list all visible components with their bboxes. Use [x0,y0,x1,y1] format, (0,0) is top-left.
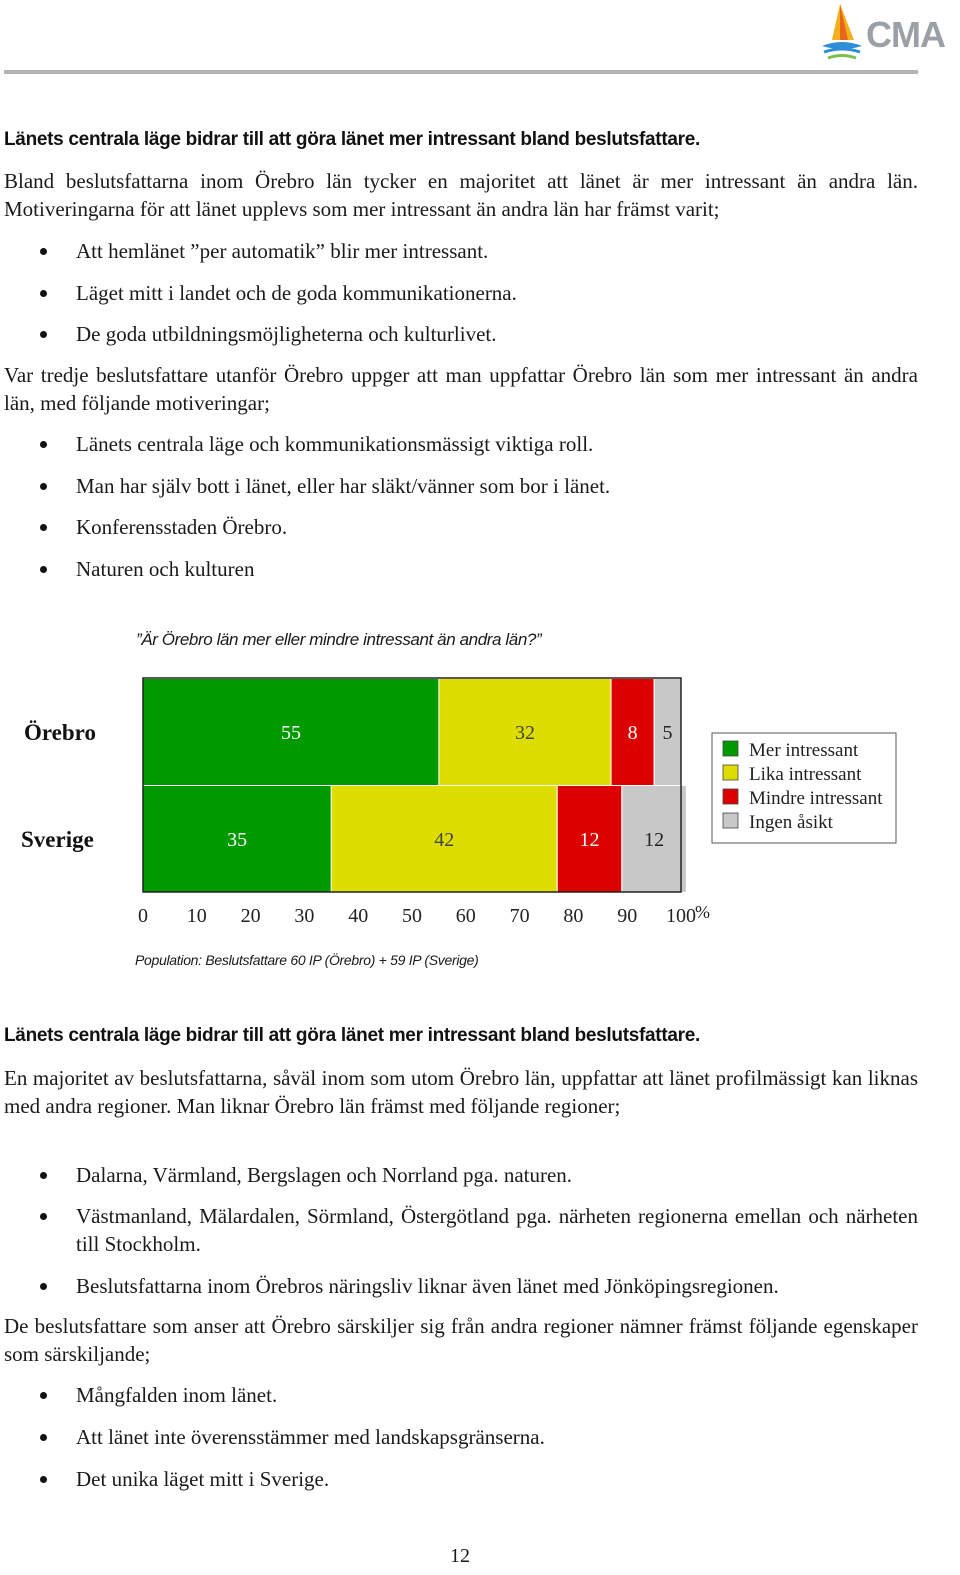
section-heading: Länets centrala läge bidrar till att göra länet mer intressant bland beslutsfattare. [4,1025,700,1046]
legend-label: Mindre intressant [749,788,883,809]
legend-label: Ingen åsikt [749,812,833,833]
paragraph: En majoritet av beslutsfattarna, såväl inom som utom Örebro län, uppfattar att länet profilmässigt kan liknas med andra regioner. Man liknar Örebro län främst med följande regioner; [4,1066,918,1118]
page-number: 12 [450,1545,470,1567]
paragraph: Bland beslutsfattarna inom Örebro län tycker en majoritet att länet är mer intressant än andra län. Motiveringarna för att länet upplevs som mer intressant än andra län har främst varit; [4,169,918,221]
x-tick-label: 50 [402,905,422,927]
bullet-icon [40,1476,47,1483]
x-tick-label: 60 [455,905,476,927]
bullet-icon [40,483,47,490]
sailboat-icon [818,0,866,62]
bullet-icon [40,1392,47,1399]
legend-label: Mer intressant [749,740,859,761]
section-heading: Länets centrala läge bidrar till att göra länet mer intressant bland beslutsfattare. [4,129,700,150]
x-unit-label: % [695,902,710,922]
stacked-bar-chart [0,660,960,980]
legend-swatch [723,789,738,804]
x-tick-label: 30 [294,905,315,927]
x-tick-label: 20 [240,905,261,927]
data-label: 32 [514,722,535,744]
bullet-icon [40,1213,47,1220]
data-label: 8 [627,722,638,744]
bullet-icon [40,566,47,573]
chart-population-note: Population: Beslutsfattare 60 IP (Örebro) + 59 IP (Sverige) [135,952,479,968]
legend-swatch [723,765,738,780]
bullet-icon [40,331,47,338]
x-tick-label: 90 [617,905,638,927]
bullet-icon [40,248,47,255]
bullet-icon [40,524,47,531]
bullet-icon [40,1283,47,1290]
cma-logo [818,0,958,66]
x-tick-label: 40 [348,905,369,927]
bullet-icon [40,1172,47,1179]
bullet-icon [40,290,47,297]
x-tick-label: 0 [138,905,148,927]
data-label: 35 [227,829,248,851]
header-rule [4,70,918,74]
x-tick-label: 10 [186,905,207,927]
data-label: 5 [662,722,673,744]
legend-swatch [723,741,738,756]
legend-label: Lika intressant [749,764,862,785]
bullet-icon [40,441,47,448]
x-tick-label: 70 [509,905,530,927]
data-label: 12 [579,829,600,851]
x-tick-label: 80 [563,905,584,927]
x-tick-label: 100 [666,905,696,927]
category-label: Sverige [21,827,94,852]
data-label: 42 [434,829,455,851]
chart-question: ”Är Örebro län mer eller mindre intressant än andra län?” [136,630,542,649]
category-label: Örebro [24,720,96,745]
data-label: 55 [280,722,301,744]
logo-text: CMA [866,14,945,55]
paragraph: De beslutsfattare som anser att Örebro särskiljer sig från andra regioner nämner främst följande egenskaper som särskiljande; [4,1314,918,1366]
bullet-icon [40,1434,47,1441]
data-label: 12 [644,829,665,851]
legend-swatch [723,813,738,828]
paragraph: Var tredje beslutsfattare utanför Örebro uppger att man uppfattar Örebro län som mer intressant än andra län, med följande motiveringar; [4,363,918,415]
